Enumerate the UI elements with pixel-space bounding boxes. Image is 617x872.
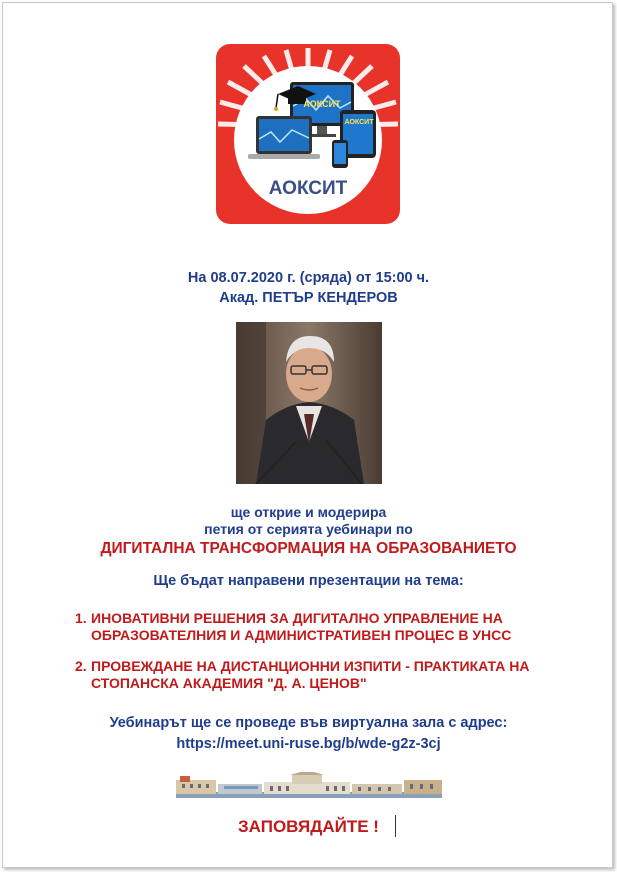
presentation-title-line-2: СТОПАНСКА АКАДЕМИЯ "Д. А. ЦЕНОВ" <box>91 675 367 691</box>
presentation-item <box>75 658 529 692</box>
intro-text <box>0 504 617 538</box>
webinar-location-text: Уебинарът ще се проведе във виртуална зала с адрес: <box>109 715 508 731</box>
logo-tablet-label: АОКСИТ <box>344 119 374 126</box>
aoksit-logo <box>216 44 400 224</box>
presentation-number: 2. <box>75 658 87 674</box>
webinar-topic: ДИГИТАЛНА ТРАНСФОРМАЦИЯ НА ОБРАЗОВАНИЕТО <box>100 540 517 557</box>
text-cursor <box>395 815 396 837</box>
presentation-title-line-1: ИНОВАТИВНИ РЕШЕНИЯ ЗА ДИГИТАЛНО УПРАВЛЕНИЕ НА <box>91 610 503 626</box>
event-speaker: Акад. ПЕТЪР КЕНДЕРОВ <box>219 290 398 306</box>
presentation-title-line-2: ОБРАЗОВАТЕЛНИЯ И АДМИНИСТРАТИВЕН ПРОЦЕС В УНСС <box>91 627 512 643</box>
webinar-url[interactable]: https://meet.uni-ruse.bg/b/wde-g2z-3cj <box>176 736 441 752</box>
speaker-photo <box>236 322 382 484</box>
presentation-number: 1. <box>75 610 87 626</box>
university-building-image <box>176 772 442 798</box>
welcome-text: ЗАПОВЯДАЙТЕ ! <box>238 817 379 836</box>
logo-title: АОКСИТ <box>268 178 348 199</box>
presentation-title-line-1: ПРОВЕЖДАНЕ НА ДИСТАНЦИОННИ ИЗПИТИ - ПРАКТИКАТА НА <box>91 658 530 674</box>
intro-line-1: ще открие и модерира <box>230 504 387 520</box>
event-date: На 08.07.2020 г. (сряда) от 15:00 ч. <box>187 270 430 286</box>
presentation-item <box>75 610 529 644</box>
webinar-info <box>0 713 617 755</box>
event-info <box>0 268 617 308</box>
presentations-heading: Ще бъдат направени презентации на тема: <box>153 573 464 589</box>
intro-line-2: петия от серията уебинари по <box>204 521 413 537</box>
logo-screen-label: АОКСИТ <box>303 99 341 109</box>
presentations-list <box>75 610 529 706</box>
